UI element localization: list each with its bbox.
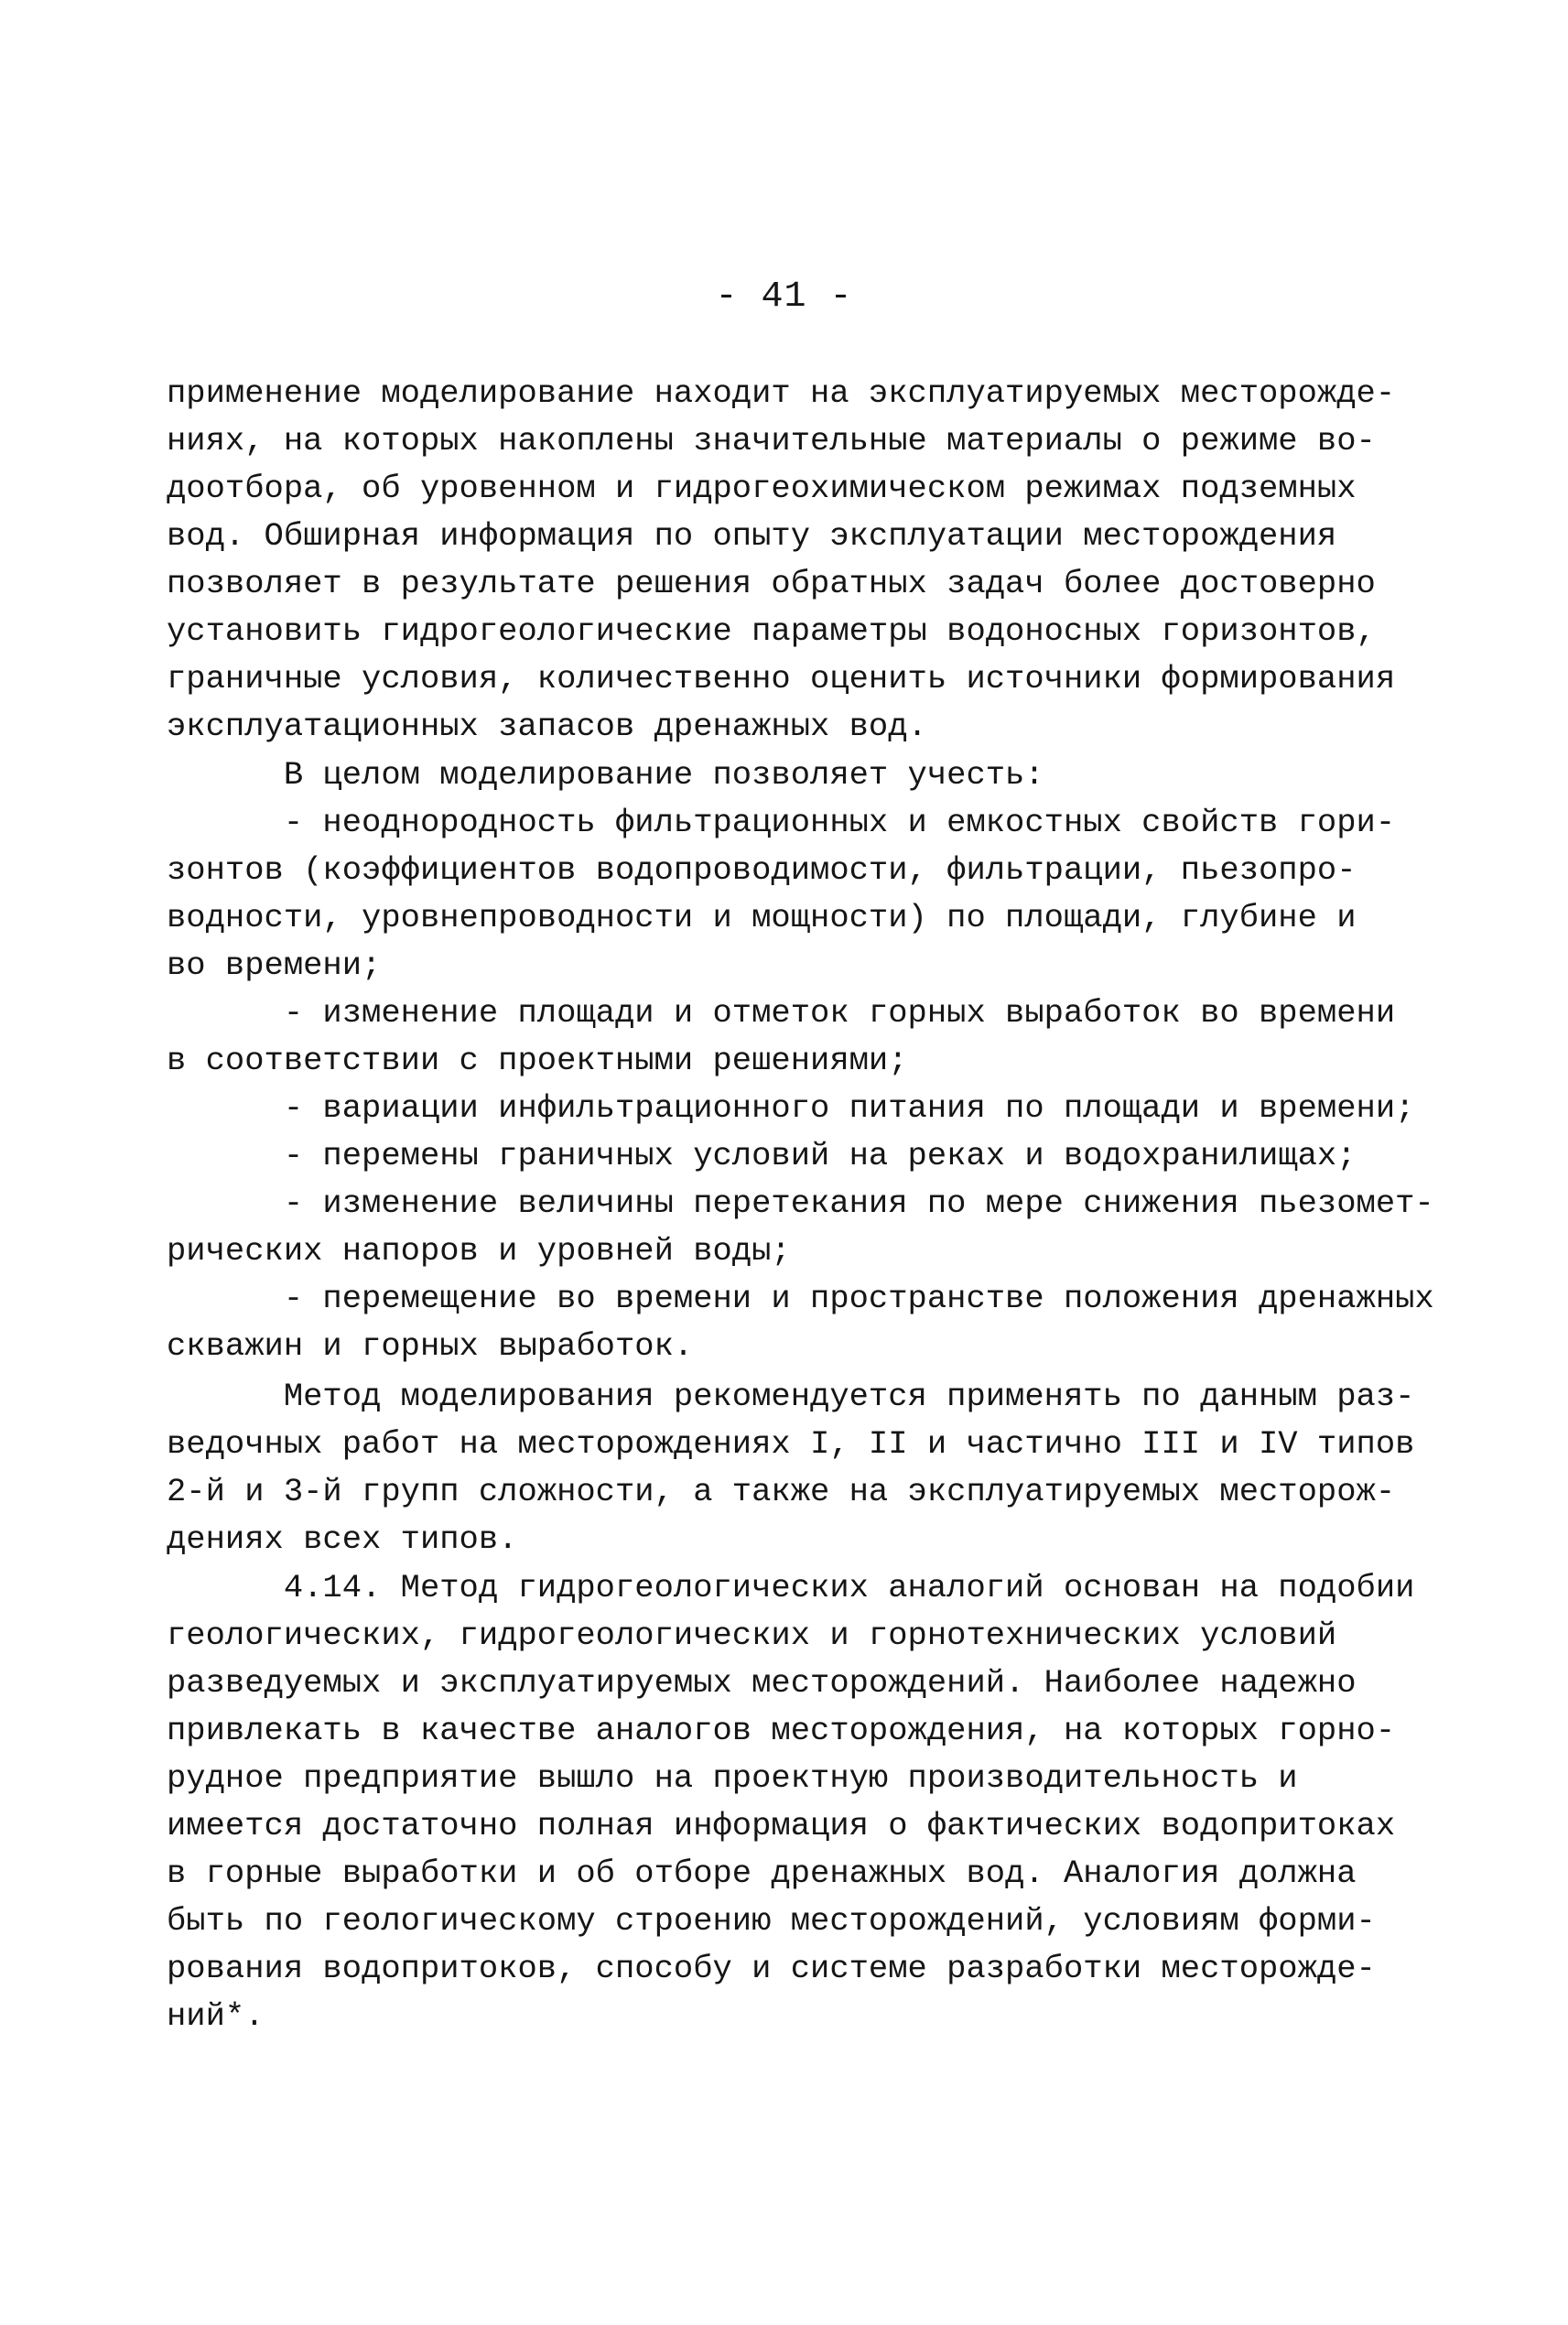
- list-item-line: - вариации инфильтрационного питания по площади и времени;: [167, 1089, 1415, 1127]
- text-line: рических напоров и уровней воды;: [167, 1232, 791, 1270]
- text-line: в горные выработки и об отборе дренажных вод. Аналогия должна: [167, 1855, 1357, 1892]
- list-item-line: - перемещение во времени и пространстве положения дренажных: [167, 1280, 1434, 1317]
- page-number: - 41 -: [715, 276, 853, 318]
- paragraph: [167, 370, 1430, 751]
- text-line: граничные условия, количественно оценить источники формирования: [167, 660, 1396, 698]
- text-line: позволяет в результате решения обратных задач более достоверно: [167, 565, 1376, 602]
- text-line: геологических, гидрогеологических и горнотехнических условий: [167, 1617, 1337, 1654]
- text-line: привлекать в качестве аналогов месторождения, на которых горно-: [167, 1712, 1396, 1749]
- text-line: ведочных работ на месторождениях I, II и частично III и IV типов: [167, 1425, 1415, 1463]
- list-item-line: - неоднородность фильтрационных и емкостных свойств гори-: [167, 804, 1396, 841]
- text-line: В целом моделирование позволяет учесть:: [167, 756, 1044, 794]
- text-line: установить гидрогеологические параметры водоносных горизонтов,: [167, 612, 1376, 650]
- body-text: [167, 370, 1434, 2040]
- paragraph: [167, 1564, 1430, 2040]
- paragraph: [167, 752, 1434, 1370]
- text-line: ниях, на которых накоплены значительные материалы о режиме во-: [167, 422, 1376, 460]
- paragraph: [167, 1373, 1430, 1563]
- text-line: во времени;: [167, 946, 382, 984]
- text-line: ний*.: [167, 1997, 265, 2035]
- text-line: 4.14. Метод гидрогеологических аналогий основан на подобии: [167, 1569, 1415, 1606]
- text-line: имеется достаточно полная информация о фактических водопритоках: [167, 1807, 1396, 1844]
- text-line: дениях всех типов.: [167, 1520, 518, 1558]
- text-line: водности, уровнепроводности и мощности) по площади, глубине и: [167, 899, 1357, 936]
- text-line: доотбора, об уровенном и гидрогеохимическом режимах подземных: [167, 470, 1357, 507]
- list-item-line: - изменение площади и отметок горных выработок во времени: [167, 994, 1396, 1032]
- text-line: рования водопритоков, способу и системе разработки месторожде-: [167, 1950, 1376, 1987]
- text-line: вод. Обширная информация по опыту эксплуатации месторождения: [167, 517, 1337, 555]
- text-line: быть по геологическому строению месторождений, условиям форми-: [167, 1902, 1376, 1940]
- text-line: разведуемых и эксплуатируемых месторождений. Наиболее надежно: [167, 1664, 1357, 1702]
- text-line: Метод моделирования рекомендуется применять по данным раз-: [167, 1378, 1415, 1415]
- text-line: рудное предприятие вышло на проектную производительность и: [167, 1759, 1298, 1797]
- text-line: в соответствии с проектными решениями;: [167, 1042, 908, 1079]
- text-line: 2-й и 3-й групп сложности, а также на эксплуатируемых месторож-: [167, 1473, 1396, 1510]
- text-line: зонтов (коэффициентов водопроводимости, фильтрации, пьезопро-: [167, 851, 1357, 889]
- list-item-line: - перемены граничных условий на реках и водохранилищах;: [167, 1137, 1357, 1174]
- text-line: применение моделирование находит на эксплуатируемых месторожде-: [167, 374, 1396, 412]
- list-item-line: - изменение величины перетекания по мере снижения пьезомет-: [167, 1184, 1434, 1222]
- text-line: эксплуатационных запасов дренажных вод.: [167, 708, 927, 745]
- text-line: скважин и горных выработок.: [167, 1327, 694, 1365]
